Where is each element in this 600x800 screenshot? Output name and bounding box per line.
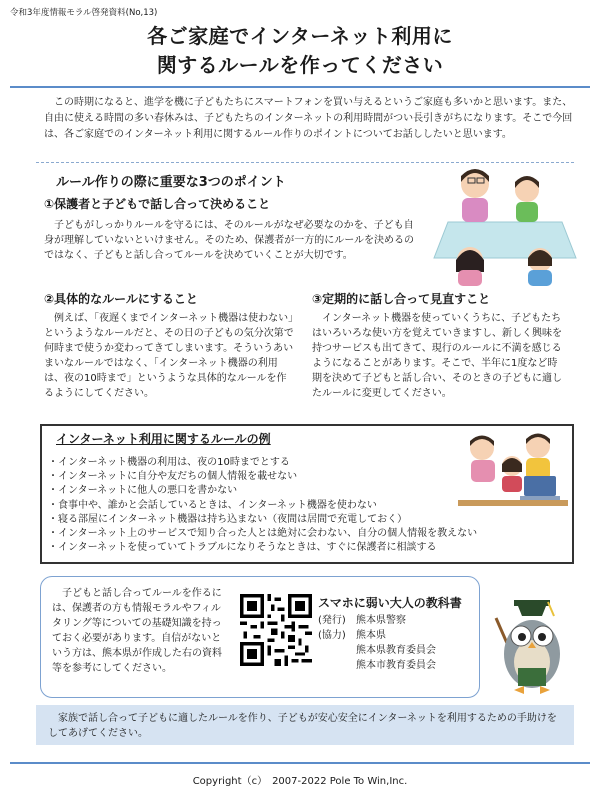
closing-text: 家族で話し合って子どもに適したルールを作り、子どもが安心安全にインターネットを利用するための手助けをしてあげてください。 [48,713,557,739]
copyright: Copyright（c） 2007-2022 Pole To Win,Inc. [192,776,408,787]
title-divider [10,86,590,88]
family-discussion-illustration [430,160,580,288]
point3-heading: ③定期的に話し合って見直すこと [312,292,491,306]
point2-body: 例えば、「夜遅くまでインターネット機器は使わない」というようなルールだと、その日の子どもの気分次第で何時まで使うか変わってきてしまいます。そういうあいまいなルールではなく、「インターネット機器の利用は、夜の10時まで」というような具体的なルールを作るようにしてください。 [44,313,294,399]
rule-item: ・インターネット機器の利用は、夜の10時までとする [48,457,290,468]
qr-code-icon[interactable] [240,594,312,666]
rule-item: ・寝る部屋にインターネット機器は持ち込まない（夜間は居間で充電しておく） [48,513,408,525]
page-title-line1: 各ご家庭でインターネット利用に [147,24,453,48]
rule-item: ・インターネットに自分や友だちの個人情報を載せない [48,471,298,483]
rule-item: ・食事中や、誰かと会話しているときは、インターネット機器を使わない [48,499,377,511]
contact-text: 子どもと話し合ってルールを作るには、保護者の方も情報モラルやフィルタリング等についての基礎知識を持っておく必要があります。自信がないという方は、熊本県が作成した右の資料等を参考にしてください。 [52,588,222,674]
cooperator-value: 熊本市教育委員会 [356,660,436,671]
page-title-line2: 関するルールを作ってください [156,53,444,77]
point1-heading: ①保護者と子どもで話し合って決めること [44,197,271,211]
point3-body: インターネット機器を使っていくうちに、子どもたちはいろいろな使い方を覚えていきますし、新しく興味を持つサービスも出てきて、現行のルールに不満を感じるようになることがあります。そこで、半年に1度など時期を決めて子どもと話し合い、そのときの子どもに適したルールに変更してください。 [312,313,562,399]
point2-heading: ②具体的なルールにすること [44,292,198,306]
points-heading: ルール作りの際に重要な3つのポイント [56,175,286,190]
cooperator-value: 熊本県 [356,630,386,641]
publisher-value: 熊本県警察 [356,615,406,626]
page-title [0,22,600,80]
owl-teacher-illustration [488,590,570,696]
publisher-label: (発行) [318,615,346,626]
cooperation-label: (協力) [318,630,346,641]
rule-item: ・インターネット上のサービスで知り合った人とは絶対に会わない、自分の個人情報を教えない [48,528,478,540]
point1-body: 子どもがしっかりルールを守るには、そのルールがなぜ必要なのかを、子ども自身が理解していないといけません。そのため、保護者が一方的にルールを決めるのではなく、子どもと話し合ってルールを決めていくことが大切です。 [44,220,414,261]
book-title: スマホに弱い大人の教科書 [318,596,462,610]
cooperator-value: 熊本県教育委員会 [356,645,436,656]
header-tag: 令和3年度情報モラル啓発資料(No,13) [10,8,158,18]
footer-divider [10,762,590,764]
rules-heading: インターネット利用に関するルールの例 [56,432,271,446]
intro-paragraph: この時期になると、進学を機に子どもたちにスマートフォンを買い与えるというご家庭も多いかと思います。また、自由に使える時間の多い春休みは、子どもたちのインターネットの利用時間がつい長引きがちになります。そこで今回は、各ご家庭でのインターネット利用に関するルール作りのポイントについてお話ししたいと思います。 [44,97,573,140]
rule-item: ・インターネットに他人の悪口を書かない [48,485,238,497]
family-computer-illustration [456,428,570,510]
rule-item: ・インターネットを使っていてトラブルになりそうなときは、すぐに保護者に相談する [48,542,437,554]
